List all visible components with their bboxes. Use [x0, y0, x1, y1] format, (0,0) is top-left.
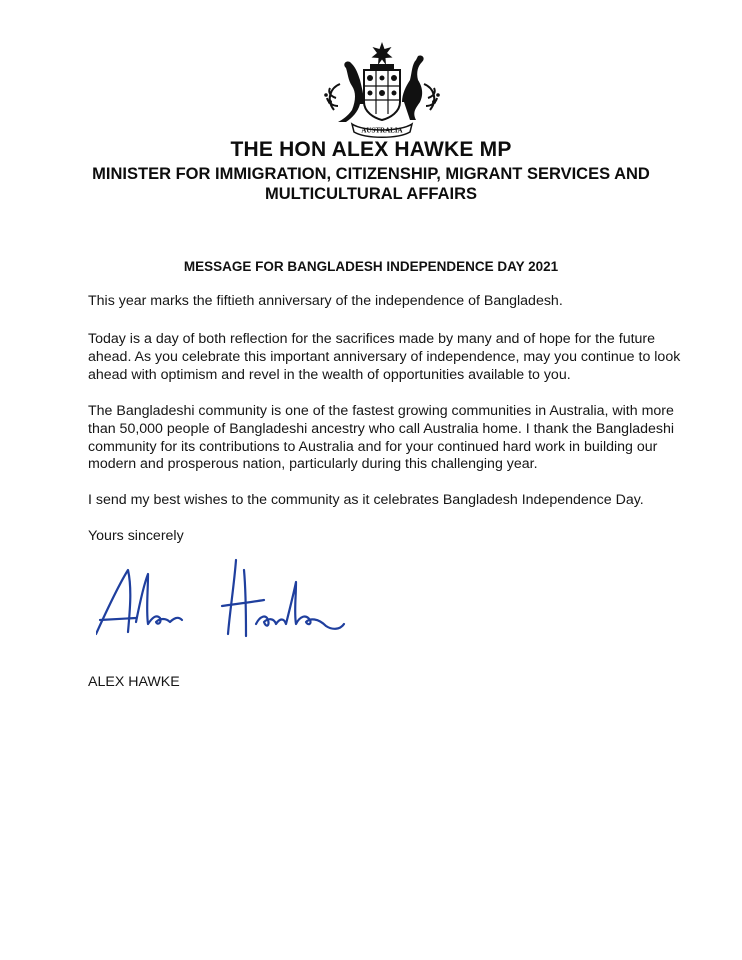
- crest-ribbon-text: AUSTRALIA: [361, 126, 403, 135]
- closing-line: Yours sincerely: [88, 528, 184, 544]
- message-paragraph-1: This year marks the fiftieth anniversary of the independence of Bangladesh.: [88, 293, 563, 309]
- minister-position: MINISTER FOR IMMIGRATION, CITIZENSHIP, MIGRANT SERVICES AND MULTICULTURAL AFFAIRS: [92, 165, 650, 203]
- message-paragraph-2: Today is a day of both reflection for the sacrifices made by many and of hope for the future ahead. As you celebrate this important anniversary of independence, may you continue to look ahead with optimism and revel in the wealth of opportunities available to you.: [88, 331, 681, 383]
- message-paragraph-3: The Bangladeshi community is one of the fastest growing communities in Australia, with more than 50,000 people of Bangladeshi ancestry who call Australia home. I thank the Bangladeshi community for its contributions to Australia and for your continued hard work in building our modern and prosperous nation, particularly during this challenging year.: [88, 403, 675, 473]
- minister-name: THE HON ALEX HAWKE MP: [230, 138, 512, 161]
- message-paragraph-4: I send my best wishes to the community as it celebrates Bangladesh Independence Day.: [88, 492, 644, 508]
- signer-name: ALEX HAWKE: [88, 674, 180, 690]
- coat-of-arms-icon: [312, 40, 452, 140]
- message-title: MESSAGE FOR BANGLADESH INDEPENDENCE DAY 2021: [183, 259, 559, 274]
- handwritten-signature: [96, 548, 346, 644]
